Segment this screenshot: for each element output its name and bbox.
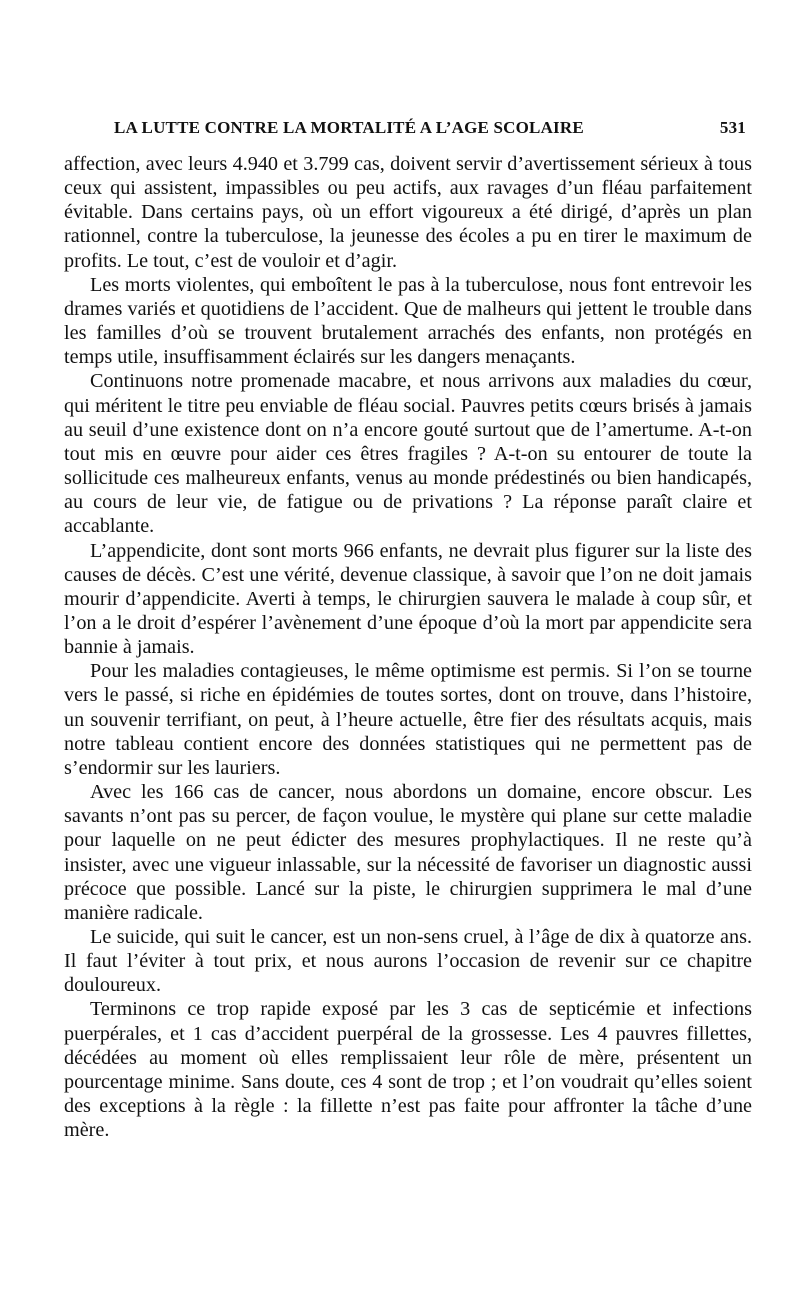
book-page <box>64 118 752 1142</box>
page-number: 531 <box>719 118 746 137</box>
body-text <box>64 152 752 1142</box>
paragraph-3: Continuons notre promenade macabre, et nous arrivons aux maladies du cœur, qui méritent le titre peu enviable de fléau social. Pauvres petits cœurs brisés à jamais au seuil d’une existence dont on n’a encore gouté surtout que de l’amertume. A-t-on tout mis en œuvre pour aider ces êtres fragiles ? A-t-on su entourer de toute la sollicitude ces malheureux enfants, venus au monde prédestinés ou bien handicapés, au cours de leur vie, de fatigue ou de privations ? La réponse paraît claire et accablante. <box>64 370 752 538</box>
running-head <box>114 118 746 138</box>
paragraph-5: Pour les maladies contagieuses, le même optimisme est permis. Si l’on se tourne vers le passé, si riche en épidémies de toutes sortes, dont on trouve, dans l’histoire, un souvenir terrifiant, on peut, à l’heure actuelle, être fier des résultats acquis, mais notre tableau contient encore des données statistiques qui ne permettent pas de s’endormir sur les lauriers. <box>64 660 752 779</box>
paragraph-1: affection, avec leurs 4.940 et 3.799 cas, doivent servir d’avertissement sérieux à tous ceux qui assistent, impassibles ou peu actifs, aux ravages d’un fléau parfaitement évitable. Dans certains pays, où un effort vigoureux a été dirigé, d’après un plan rationnel, contre la tuberculose, la jeunesse des écoles a pu en tirer le maximum de profits. Le tout, c’est de vouloir et d’agir. <box>64 153 752 272</box>
paragraph-6: Avec les 166 cas de cancer, nous abordons un domaine, encore obscur. Les savants n’ont pas su percer, de façon voulue, le mystère qui plane sur cette maladie pour laquelle on ne peut édicter des mesures prophylactiques. Il ne reste qu’à insister, avec une vigueur inlassable, sur la nécessité de favoriser un diagnostic aussi précoce que possible. Lancé sur la piste, le chirurgien supprimera le mal d’une manière radicale. <box>64 781 752 924</box>
paragraph-2: Les morts violentes, qui emboîtent le pas à la tuberculose, nous font entrevoir les drames variés et quotidiens de l’accident. Que de malheurs qui jettent le trouble dans les familles d’où se trouvent brutalement arrachés des enfants, non protégés en temps utile, insuffisamment éclairés sur les dangers menaçants. <box>64 273 752 369</box>
paragraph-7: Le suicide, qui suit le cancer, est un non-sens cruel, à l’âge de dix à quatorze ans. Il faut l’éviter à tout prix, et nous aurons l’occasion de revenir sur ce chapitre douloureux. <box>64 926 752 997</box>
paragraph-8: Terminons ce trop rapide exposé par les 3 cas de septicémie et infections puerpérales, et 1 cas d’accident puerpéral de la grossesse. Les 4 pauvres fillettes, décédées au moment où elles remplissaient leur rôle de mère, présentent un pourcentage minime. Sans doute, ces 4 sont de trop ; et l’on voudrait qu’elles soient des exceptions à la règle : la fillette n’est pas faite pour affronter la tâche d’une mère. <box>64 998 752 1142</box>
paragraph-4: L’appendicite, dont sont morts 966 enfants, ne devrait plus figurer sur la liste des causes de décès. C’est une vérité, devenue classique, à savoir que l’on ne doit jamais mourir d’appendicite. Averti à temps, le chirurgien sauvera le malade à coup sûr, et l’on a le droit d’espérer l’avènement d’une époque d’où la mort par appendicite sera bannie à jamais. <box>64 539 752 659</box>
running-title: LA LUTTE CONTRE LA MORTALITÉ A L’AGE SCOLAIRE <box>114 118 584 137</box>
